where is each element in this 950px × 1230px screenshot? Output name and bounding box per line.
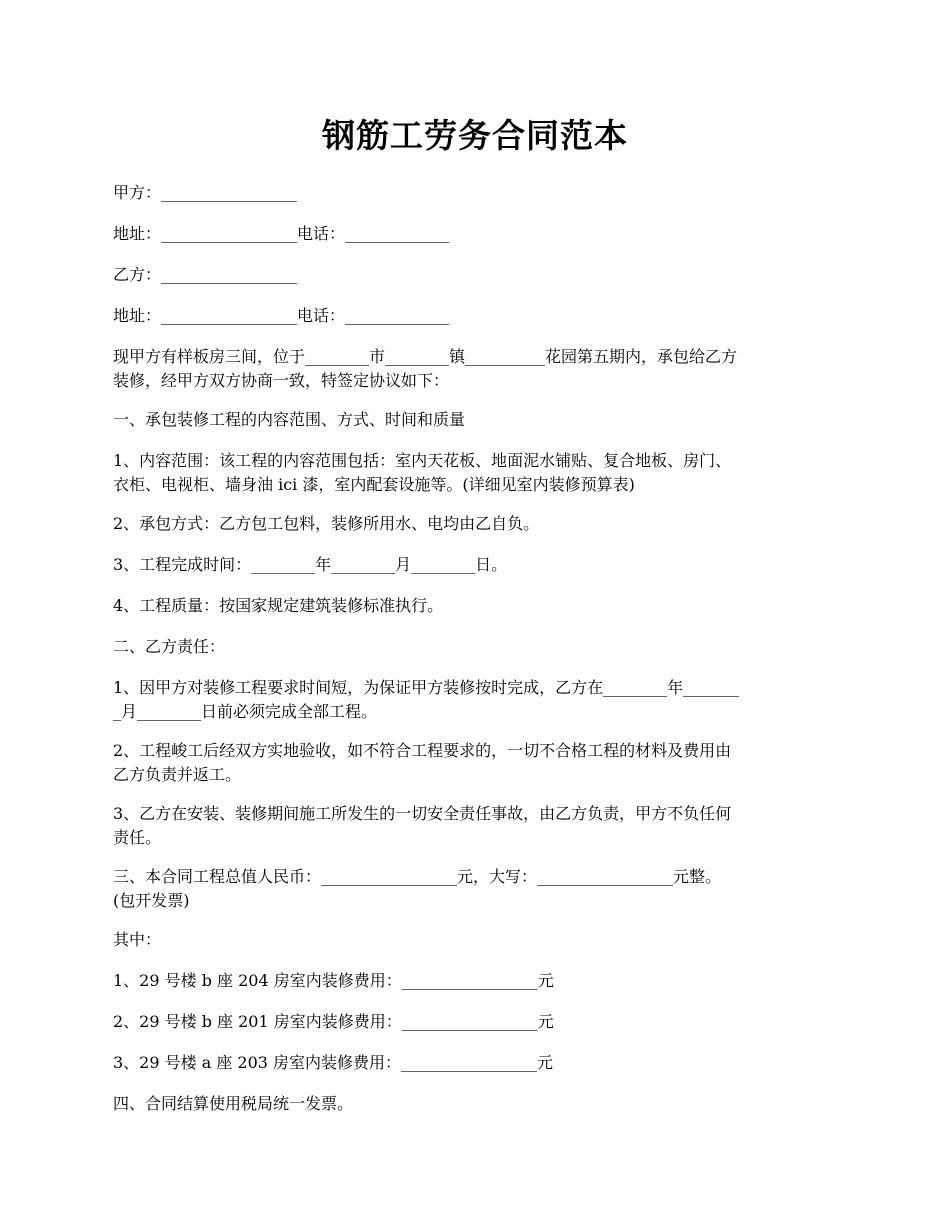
intro-paragraph-line-2: 装修，经甲方双方协商一致，特签定协议如下：	[113, 371, 450, 390]
fee-item-3: 3、29 号楼 a 座 203 房室内装修费用：_________________元	[113, 1053, 554, 1072]
party-a-line: 甲方：_________________	[113, 183, 298, 202]
responsibility-1-line-2: _月________日前必须完成全部工程。	[113, 702, 378, 721]
responsibility-2-line-2: 乙方负责并返工。	[113, 765, 242, 784]
responsibility-3-line-2: 责任。	[113, 828, 162, 847]
scope-paragraph-line-1: 1、内容范围：该工程的内容范围包括：室内天花板、地面泥水铺贴、复合地板、房门、	[113, 451, 732, 470]
breakdown-heading: 其中：	[113, 930, 162, 949]
intro-paragraph-line-1: 现甲方有样板房三间，位于________市________镇__________花园第五期内，承包给乙方	[113, 347, 738, 366]
section-three-total-line-1: 三、本合同工程总值人民币：_________________元，大写：_________________元整。	[113, 867, 722, 886]
section-two-heading: 二、乙方责任：	[113, 637, 226, 656]
document-title: 钢筋工劳务合同范本	[322, 116, 628, 155]
party-b-line: 乙方：_________________	[113, 265, 298, 284]
party-a-address-phone-line: 地址：_________________电话：_____________	[113, 224, 450, 243]
party-b-address-phone-line: 地址：_________________电话：_____________	[113, 306, 450, 325]
section-one-heading: 一、承包装修工程的内容范围、方式、时间和质量	[113, 410, 466, 429]
completion-time-line: 3、工程完成时间：________年________月________日。	[113, 555, 508, 574]
section-four-line: 四、合同结算使用税局统一发票。	[113, 1094, 354, 1113]
fee-item-2: 2、29 号楼 b 座 201 房室内装修费用：_________________元	[113, 1012, 554, 1031]
responsibility-3-line-1: 3、乙方在安装、装修期间施工所发生的一切安全责任事故，由乙方负责，甲方不负任何	[113, 804, 732, 823]
quality-line: 4、工程质量：按国家规定建筑装修标准执行。	[113, 596, 444, 615]
scope-paragraph-line-2: 衣柜、电视柜、墙身油 ici 漆，室内配套设施等。(详细见室内装修预算表)	[113, 475, 635, 494]
section-three-total-line-2: (包开发票)	[113, 891, 190, 910]
responsibility-2-line-1: 2、工程峻工后经双方实地验收，如不符合工程要求的，一切不合格工程的材料及费用由	[113, 741, 732, 760]
fee-item-1: 1、29 号楼 b 座 204 房室内装修费用：_________________元	[113, 971, 554, 990]
responsibility-1-line-1: 1、因甲方对装修工程要求时间短，为保证甲方装修按时完成，乙方在________年_______	[113, 678, 740, 697]
contract-method-line: 2、承包方式：乙方包工包料，装修所用水、电均由乙自负。	[113, 514, 540, 533]
